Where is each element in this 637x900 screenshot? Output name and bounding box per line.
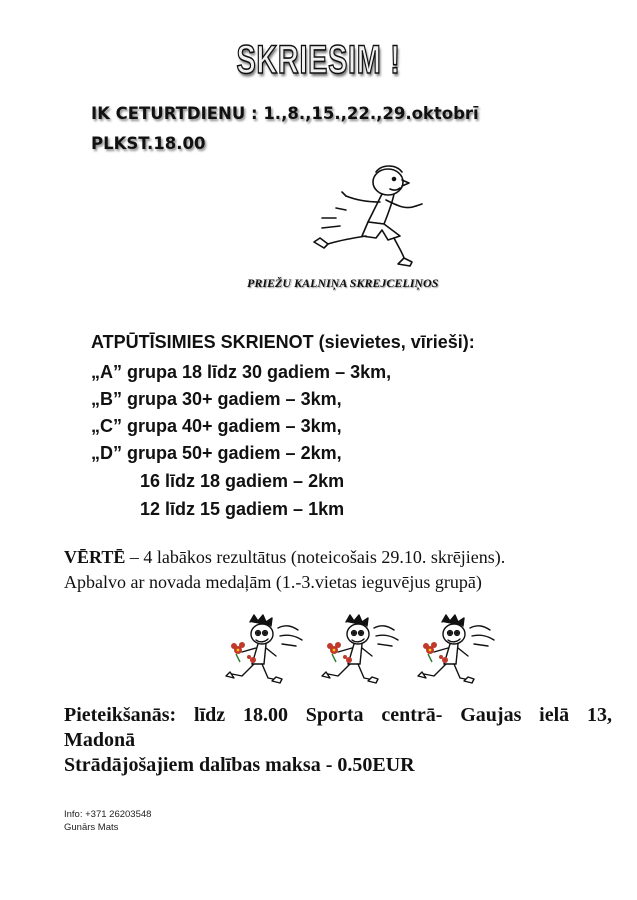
participation-fee: Strādājošajiem dalības maksa - 0.50EUR: [64, 754, 415, 776]
group-b: „B” grupa 30+ gadiem – 3km,: [91, 389, 342, 409]
cartoon-runners: [220, 610, 510, 690]
scoring-line: [64, 547, 594, 568]
page-title: SKRIESIM !: [236, 38, 401, 82]
runner-illustration: [306, 158, 436, 268]
schedule-days: IK CETURTDIENU : 1.,8.,15.,22.,29.oktobrī: [91, 104, 479, 123]
group-youth-16-18: 16 līdz 18 gadiem – 2km: [140, 471, 345, 491]
contact-name: Gunārs Mats: [64, 822, 119, 833]
logo-text: PRIEŽU KALNIŅA SKREJCELIŅOS: [247, 276, 439, 290]
group-a: „A” grupa 18 līdz 30 gadiem – 3km,: [91, 362, 392, 382]
activity-heading: ATPŪTĪSIMIES SKRIENOT (sievietes, vīrieši):: [91, 332, 475, 352]
group-youth-12-15: 12 līdz 15 gadiem – 1km: [140, 499, 345, 519]
scoring-label: VĒRTĒ: [64, 547, 126, 567]
registration-line-2: Madonā: [64, 729, 136, 751]
awards-line: Apbalvo ar novada medaļām (1.-3.vietas ieguvējus grupā): [64, 572, 482, 592]
schedule-time: PLKST.18.00: [91, 134, 206, 153]
scoring-text: – 4 labākos rezultātus (noteicošais 29.10. skrējiens).: [125, 547, 506, 567]
runner-icon: [306, 158, 436, 268]
running-cartoons-icon: [220, 610, 510, 690]
group-d: „D” grupa 50+ gadiem – 2km,: [91, 443, 342, 463]
registration-line-1: Pieteikšanās: līdz 18.00 Sporta centrā- Gaujas ielā 13,: [64, 704, 612, 726]
group-c: „C” grupa 40+ gadiem – 3km,: [91, 416, 342, 436]
contact-info: Info: +371 26203548: [64, 809, 152, 820]
